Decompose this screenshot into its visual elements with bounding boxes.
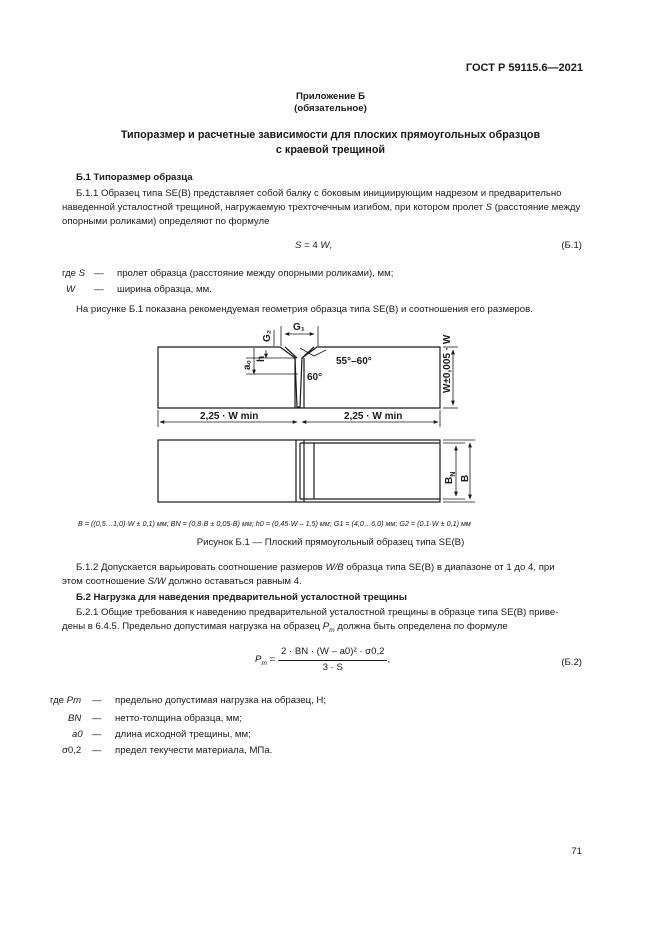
section-b1-heading: Б.1 Типоразмер образца [76, 172, 193, 183]
where-sigma-dash: — [92, 745, 102, 756]
main-title-line1: Типоразмер и расчетные зависимости для плоских прямоугольных образцов [120, 129, 541, 141]
b11-line2: наведенной усталостной трещиной, нагружаемую трехточечным изгибом, при котором пролет S (расстояние между [62, 202, 581, 213]
where-s-text: пролет образца (расстояние между опорными роликами), мм; [117, 268, 394, 279]
main-title-line2: с краевой трещиной [275, 144, 386, 156]
b11-line3: опорными роликами) определяют по формуле [62, 216, 270, 227]
formula-b2-numerator: 2 · BN · (W – a0)² · σ0,2 [278, 646, 387, 661]
appendix-status: (обязательное) [294, 103, 367, 114]
where-bn-dash: — [92, 713, 102, 724]
label-span-right: 2,25 · W min [344, 411, 403, 422]
where-s: где S [62, 268, 86, 279]
figure-params: B = ((0,5…1,0)·W ± 0,1) мм; BN = (0,8·B ± 0,05·B) мм; h0 = (0,45·W – 1,5) мм; G1 = (4,0…6,0) мм; G2 = (0,1·W ± 0,1) мм [78, 519, 471, 528]
figure-caption: Рисунок Б.1 — Плоский прямоугольный образец типа SE(B) [196, 537, 465, 548]
where-sigma-text: предел текучести материала, МПа. [115, 745, 273, 756]
label-bn: $B_N$ [444, 471, 457, 484]
document-code: ГОСТ Р 59115.6—2021 [465, 62, 583, 74]
where-bn: BN [68, 713, 82, 724]
where-w-dash: — [94, 284, 104, 295]
where-bn-text: нетто-толщина образца, мм; [115, 713, 242, 724]
appendix-title: Приложение Б [296, 91, 365, 102]
specimen-figure [140, 322, 480, 512]
b21-line1: Б.2.1 Общие требования к наведению предварительной усталостной трещины в образце типа SE(B) приве- [76, 607, 559, 618]
label-angle-tip: 60° [307, 372, 323, 383]
label-b: B [460, 474, 471, 482]
where-sigma: σ0,2 [62, 745, 82, 756]
where-pm: где Pm [50, 695, 82, 706]
b11-line1: Б.1.1 Образец типа SE(B) представляет собой балку с боковым инициирующим надрезом и предварительно [76, 188, 562, 199]
where-a0: a0 [72, 729, 83, 740]
where-pm-text: предельно допустимая нагрузка на образец, Н; [115, 695, 327, 706]
label-h: h [256, 355, 267, 362]
where-w: W [66, 284, 76, 295]
label-angle-notch: 55°–60° [336, 356, 372, 367]
b21-line2: дены в 6.4.5. Предельно допустимая нагрузка на образец $P_m$ должна быть определена по формуле [62, 621, 508, 634]
formula-b2-number: (Б.2) [561, 657, 582, 668]
top-view-outline [158, 440, 440, 502]
b1-p2: На рисунке Б.1 показана рекомендуемая геометрия образца типа SE(B) и соотношения его размеров. [76, 304, 533, 315]
where-a0-dash: — [92, 729, 102, 740]
formula-b1-number: (Б.1) [561, 240, 582, 251]
formula-b2: $P_m$ = $\frac{\text{2 · BN · (W – a0)² · σ0,2}}{3 \cdot S}$ , [255, 646, 391, 673]
label-width: W±0,005 · W [442, 334, 453, 393]
label-a0: a₀ [242, 359, 253, 370]
where-a0-text: длина исходной трещины, мм; [115, 729, 251, 740]
label-g2: G₂ [262, 329, 273, 342]
page-number: 71 [571, 846, 582, 857]
where-w-text: ширина образца, мм. [117, 284, 212, 295]
b12-line1: Б.1.2 Допускается варьировать соотношение размеров W/B образца типа SE(B) в диапазоне от 1 до 4, при [76, 562, 555, 573]
where-pm-dash: — [92, 695, 102, 706]
side-view-outline [158, 347, 440, 408]
where-s-dash: — [94, 268, 104, 279]
label-span-left: 2,25 · W min [200, 411, 259, 422]
label-g1: G₁ [293, 322, 305, 333]
section-b2-heading: Б.2 Нагрузка для наведения предварительной усталостной трещины [76, 592, 407, 603]
b12-line2: этом соотношение S/W должно оставаться равным 4. [62, 576, 302, 587]
formula-b2-denominator: 3 · S [322, 661, 343, 673]
formula-b1: S = 4 W, [295, 240, 333, 251]
